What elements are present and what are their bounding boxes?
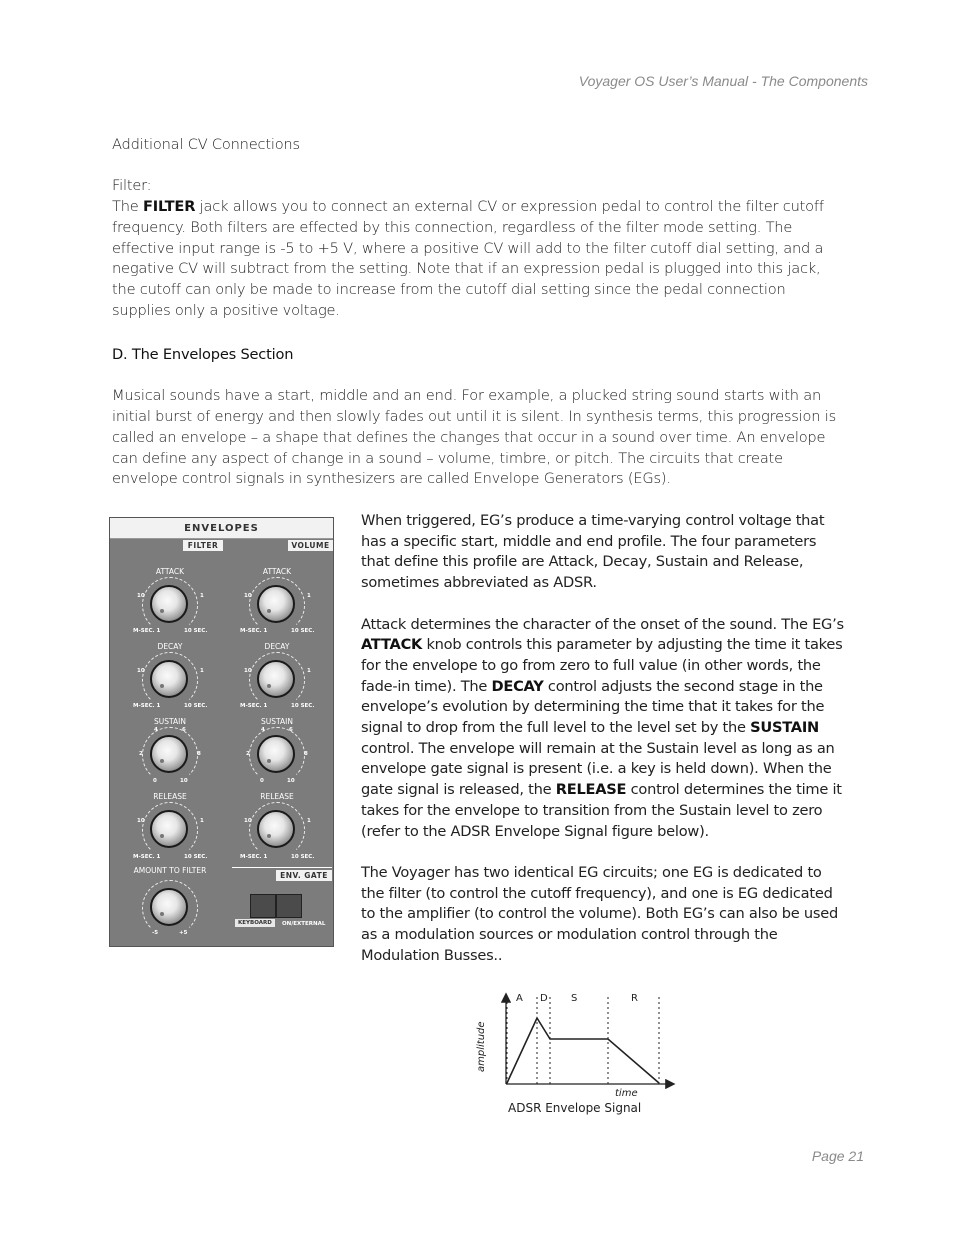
scale-label: M-SEC. 1	[133, 628, 161, 634]
scale-label: 2	[246, 751, 250, 757]
knob-filter-release	[150, 810, 188, 848]
env-gate-tag: ENV. GATE	[276, 870, 332, 881]
filter-tag: FILTER	[183, 540, 223, 551]
text-run: jack allows you to connect an external CV or expression pedal to control the filter cutoff frequency. Both filters are effected by this connection, regardless of the filter mode setting. The effective input range is -5 to +5 V, where a positive CV will add to the filter cutoff dial setting, and a negative CV will subtract from the setting. Note that if an expression pedal is plugged into this jack, the cutoff can only be made to increase from the cutoff dial setting since the pedal connection supplies only a positive voltage.	[112, 198, 824, 319]
label-decay-volume: DECAY	[264, 642, 290, 651]
envelope-curve	[507, 1018, 659, 1083]
intro-paragraph: Musical sounds have a start, middle and an end. For example, a plucked string sound starts with an initial burst of energy and then slowly fades out until it is silent. In synthesis terms, this progression is called an envelope – a shape that defines the changes that occur in a sound over time. An envelope can define any aspect of change in a sound – volume, timbre, or pitch. The circuits that create envelope control signals in synthesizers are called Envelope Generators (EGs).	[112, 387, 837, 488]
scale-label: -5	[152, 930, 159, 936]
keyword-filter: FILTER	[142, 198, 196, 216]
keyboard-tag: KEYBOARD	[235, 919, 275, 927]
scale-label: 10	[244, 818, 252, 824]
subsection-title: Filter:	[112, 177, 152, 195]
scale-label: +5	[179, 930, 188, 936]
label-decay-filter: DECAY	[157, 642, 183, 651]
page-number: Page 21	[811, 1148, 864, 1164]
scale-label: 10	[137, 668, 145, 674]
scale-label: 10	[244, 593, 252, 599]
envelopes-panel-image	[109, 517, 334, 947]
knob-amount-to-filter	[150, 888, 188, 926]
keyboard-gate-button	[250, 894, 276, 918]
scale-label: 10	[137, 593, 145, 599]
paragraph-attack	[361, 615, 845, 843]
right-column-text	[361, 511, 845, 966]
knob-filter-decay	[150, 660, 188, 698]
panel-divider	[232, 867, 332, 868]
scale-label: M-SEC. 1	[133, 703, 161, 709]
scale-label: 8	[197, 751, 201, 757]
section-title: Additional CV Connections	[112, 136, 300, 153]
scale-label: 10 SEC.	[184, 854, 208, 860]
scale-label: 1	[307, 668, 311, 674]
figure-caption: ADSR Envelope Signal	[508, 1101, 642, 1115]
scale-label: 6	[182, 727, 186, 733]
label-release-filter: RELEASE	[153, 792, 187, 801]
scale-label: 10 SEC.	[291, 703, 315, 709]
external-gate-button	[276, 894, 302, 918]
label-amount-to-filter: AMOUNT TO FILTER	[133, 866, 207, 875]
section-cv-connections	[112, 135, 842, 321]
label-sustain-volume: SUSTAIN	[261, 717, 293, 726]
knob-volume-attack	[257, 585, 295, 623]
scale-label: M-SEC. 1	[240, 854, 268, 860]
knob-filter-attack	[150, 585, 188, 623]
scale-label: 2	[139, 751, 143, 757]
scale-label: 1	[200, 818, 204, 824]
stage-label-d: D	[540, 993, 548, 1004]
keyword-attack: ATTACK	[361, 636, 423, 654]
filter-paragraph	[112, 197, 842, 321]
scale-label: 4	[261, 727, 265, 733]
section-heading: D. The Envelopes Section	[112, 346, 294, 363]
label-attack-volume: ATTACK	[262, 567, 292, 576]
y-axis-label: amplitude	[476, 1021, 487, 1072]
panel-title: ENVELOPES	[110, 518, 333, 539]
keyword-release: RELEASE	[555, 781, 627, 799]
volume-tag: VOLUME	[288, 540, 333, 551]
stage-label-a: A	[516, 993, 523, 1004]
scale-label: 10 SEC.	[291, 628, 315, 634]
on-external-label: ON/EXTERNAL	[282, 921, 326, 927]
label-attack-filter: ATTACK	[155, 567, 185, 576]
adsr-figure	[470, 985, 685, 1124]
section-envelopes	[112, 345, 842, 490]
text-run: control determines the time it takes for the envelope to transition from the Sustain level to zero (refer to the ADSR Envelope Signal figure below).	[361, 781, 842, 840]
knob-filter-sustain	[150, 735, 188, 773]
scale-label: 10 SEC.	[184, 628, 208, 634]
text-run: control. The envelope will remain at the Sustain level as long as an envelope gate signal is present (i.e. a key is held down). When the gate signal is released, the	[361, 739, 835, 799]
knob-volume-sustain	[257, 735, 295, 773]
running-header: Voyager OS User’s Manual - The Components	[578, 73, 868, 89]
scale-label: M-SEC. 1	[133, 854, 161, 860]
stage-label-r: R	[631, 993, 638, 1004]
label-release-volume: RELEASE	[260, 792, 294, 801]
keyword-sustain: SUSTAIN	[750, 719, 819, 737]
scale-label: 1	[307, 818, 311, 824]
scale-label: 10 SEC.	[291, 854, 315, 860]
text-run: control adjusts the second stage in the envelope’s evolution by determining the time that it takes for the signal to drop from the full level to the level set by the	[361, 677, 825, 737]
scale-label: 0	[260, 778, 264, 784]
knob-volume-release	[257, 810, 295, 848]
x-axis-label: time	[615, 1088, 638, 1099]
scale-label: 1	[307, 593, 311, 599]
scale-label: 1	[200, 593, 204, 599]
scale-label: 10	[244, 668, 252, 674]
scale-label: M-SEC. 1	[240, 628, 268, 634]
stage-label-s: S	[571, 993, 578, 1004]
label-sustain-filter: SUSTAIN	[154, 717, 186, 726]
paragraph-adsr: When triggered, EG’s produce a time-varying control voltage that has a specific start, middle and end profile. The four parameters that define this profile are Attack, Decay, Sustain and Release, sometimes abbreviated as ADSR.	[361, 512, 825, 592]
text-run: The	[112, 198, 143, 216]
scale-label: 10	[287, 778, 295, 784]
scale-label: 6	[289, 727, 293, 733]
keyword-decay: DECAY	[491, 677, 544, 695]
text-run: knob controls this parameter by adjusting the time it takes for the envelope to go from zero to full value (in other words, the fade-in time). The	[361, 636, 843, 695]
knob-volume-decay	[257, 660, 295, 698]
scale-label: 10	[180, 778, 188, 784]
scale-label: 4	[154, 727, 158, 733]
scale-label: 0	[153, 778, 157, 784]
adsr-svg	[470, 985, 685, 1120]
text-run: Attack determines the character of the onset of the sound. The EG’s	[361, 615, 844, 633]
scale-label: 8	[304, 751, 308, 757]
scale-label: 10 SEC.	[184, 703, 208, 709]
scale-label: M-SEC. 1	[240, 703, 268, 709]
scale-label: 1	[200, 668, 204, 674]
scale-label: 10	[137, 818, 145, 824]
paragraph-voyager: The Voyager has two identical EG circuits; one EG is dedicated to the filter (to control the cutoff frequency), and one is EG dedicated to the amplifier (to control the volume). Both EG’s can also be used as a modulation sources or modulation control through the Modulation Busses..	[361, 863, 839, 964]
